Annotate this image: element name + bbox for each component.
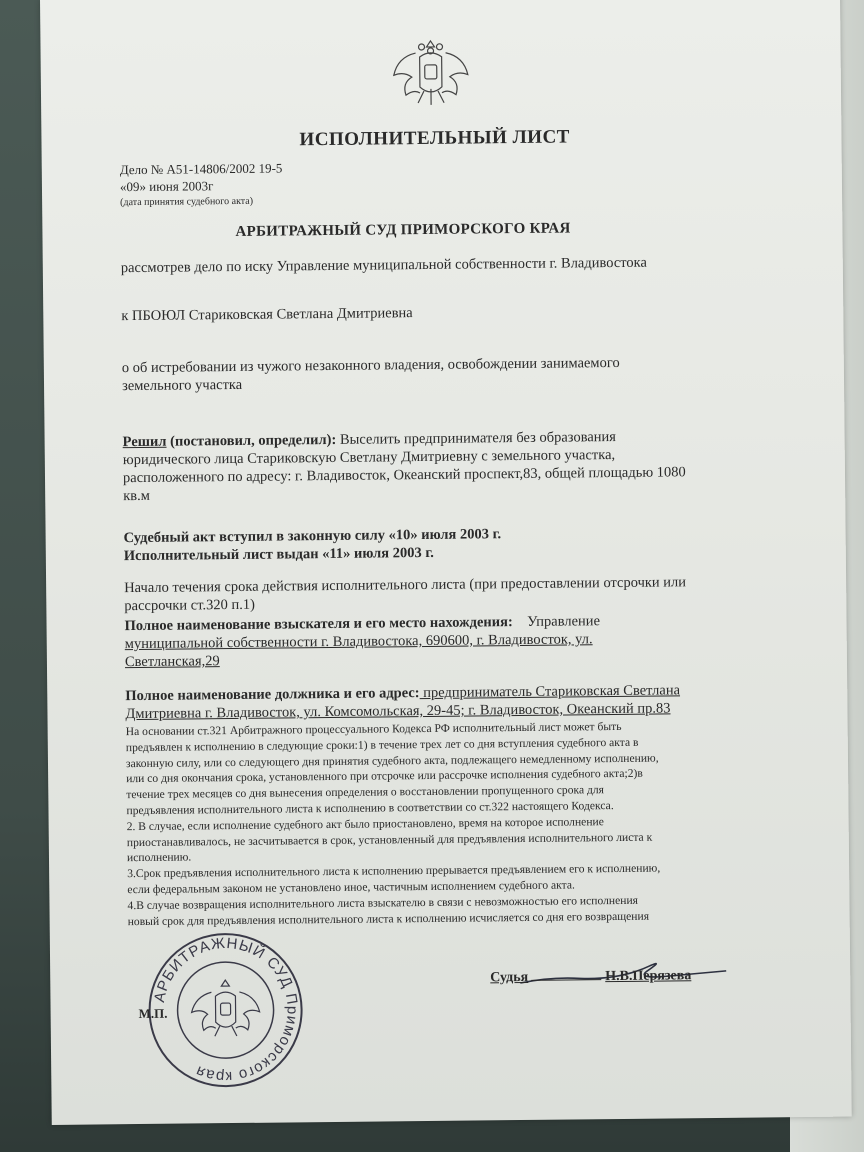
legal-line: 3.Срок предъявления исполнительного листа к исполнению прерывается предъявлением его к исполнению, <box>127 861 661 881</box>
legal-line: исполнению. <box>126 850 192 865</box>
debtor-line2: Дмитриевна г. Владивосток, ул. Комсомольская, 29-45; г. Владивосток, Океанский пр.83 <box>125 700 671 723</box>
term-block <box>124 572 784 615</box>
creditor-line3: Светланская,29 <box>124 653 220 671</box>
coat-of-arms-icon <box>385 30 476 111</box>
decision-label: Решил <box>122 433 167 451</box>
claim-subject-line2: земельного участка <box>121 376 243 395</box>
legal-line: законную силу, или со следующего дня принятия судебного акта, подлежащего немедленному исполнению, <box>125 751 659 770</box>
court-seal <box>145 929 307 1091</box>
decision-text-line4: кв.м <box>123 487 150 505</box>
creditor-block <box>124 610 785 671</box>
ruling-date-caption: (дата принятия судебного акта) <box>120 195 254 209</box>
legal-line: новый срок для предъявления исполнительного листа к исполнению исчисляется со дня его возвращения <box>127 909 650 928</box>
creditor-label: Полное наименование взыскателя и его место нахождения: <box>124 614 513 635</box>
debtor-label: Полное наименование должника и его адрес: <box>125 685 420 705</box>
legal-line: течение трех месяцев со дня вынесения определения о восстановлении пропущенного срока для <box>126 783 605 802</box>
judge-line <box>490 968 691 986</box>
debtor-line1: предприниматель Стариковская Светлана <box>419 682 681 702</box>
decision-text-line1: Выселить предпринимателя без образования <box>336 428 617 448</box>
legal-line: На основании ст.321 Арбитражного процессуального Кодекса РФ исполнительный лист может быть <box>125 719 622 739</box>
legal-line: предъявлен к исполнению в следующие сроки:1) в течение трех лет со дня вступления судебного акта в <box>125 735 639 754</box>
term-line2: рассрочки ст.320 п.1) <box>124 596 255 615</box>
document-title: ИСПОЛНИТЕЛЬНЫЙ ЛИСТ <box>299 126 571 151</box>
legal-text <box>126 717 808 929</box>
creditor-line2: муниципальной собственности г. Владивостока, 690600, г. Владивосток, ул. <box>124 631 593 653</box>
claim-subject-line1: о об истребовании из чужого незаконного владения, освобождении занимаемого <box>121 354 620 377</box>
claim-line: рассмотрев дело по иску Управление муниципальной собственности г. Владивостока <box>120 254 647 277</box>
writ-document <box>40 0 852 1125</box>
seal-text: АРБИТРАЖНЫЙ СУД Приморского края <box>151 934 301 1086</box>
seal-place-label: М.П. <box>138 1005 168 1022</box>
legal-line: предъявления исполнительного листа к исполнению в соответствии со ст.322 настоящего Кодекса. <box>126 799 614 818</box>
defendant-line: к ПБОЮЛ Стариковская Светлана Дмитриевна <box>121 305 413 325</box>
legal-line: 4.В случае возвращения исполнительного листа взыскателю в связи с невозможностью его исполнения <box>127 893 639 912</box>
decision-text-line2: юридического лица Стариковскую Светлану Дмитриевну с земельного участка, <box>122 447 616 469</box>
judge-name: Н.В.Перязева <box>605 968 692 985</box>
legal-line: если федеральным законом не установлено иное, частичным исполнением судебного акта. <box>127 878 575 897</box>
term-line1: Начало течения срока действия исполнительного листа (при предоставлении отсрочки или <box>124 574 687 597</box>
ruling-date: «09» июня 2003г <box>119 178 214 195</box>
issued-date: Исполнительный лист выдан «11» июля 2003 г. <box>123 544 434 565</box>
court-name: АРБИТРАЖНЫЙ СУД ПРИМОРСКОГО КРАЯ <box>235 220 571 240</box>
legal-line: или со дня окончания срока, установленного при отсрочке или рассрочке исполнения судебного акта;2)в <box>126 767 643 786</box>
decision-label-rest: (постановил, определил): <box>166 431 337 450</box>
debtor-block <box>125 680 805 723</box>
in-force-date: Судебный акт вступил в законную силу «10» июля 2003 г. <box>123 526 502 547</box>
legal-line: 2. В случае, если исполнение судебного акт было приостановлено, время на которое исполнение <box>126 814 604 833</box>
judge-role: Судья <box>490 969 529 986</box>
claim-subject <box>122 352 772 395</box>
seal-eagle-icon <box>191 980 260 1037</box>
legal-line: приостанавливалось, не засчитывается в срок, установленный для предъявления исполнительного листа к <box>126 830 653 849</box>
decision-block <box>123 426 784 505</box>
decision-text-line3: расположенного по адресу: г. Владивосток, Океанский проспект,83, общей площадью 1080 <box>122 464 686 487</box>
case-number: Дело № А51-14806/2002 19-5 <box>119 160 283 178</box>
creditor-line1: Управление <box>527 613 601 630</box>
